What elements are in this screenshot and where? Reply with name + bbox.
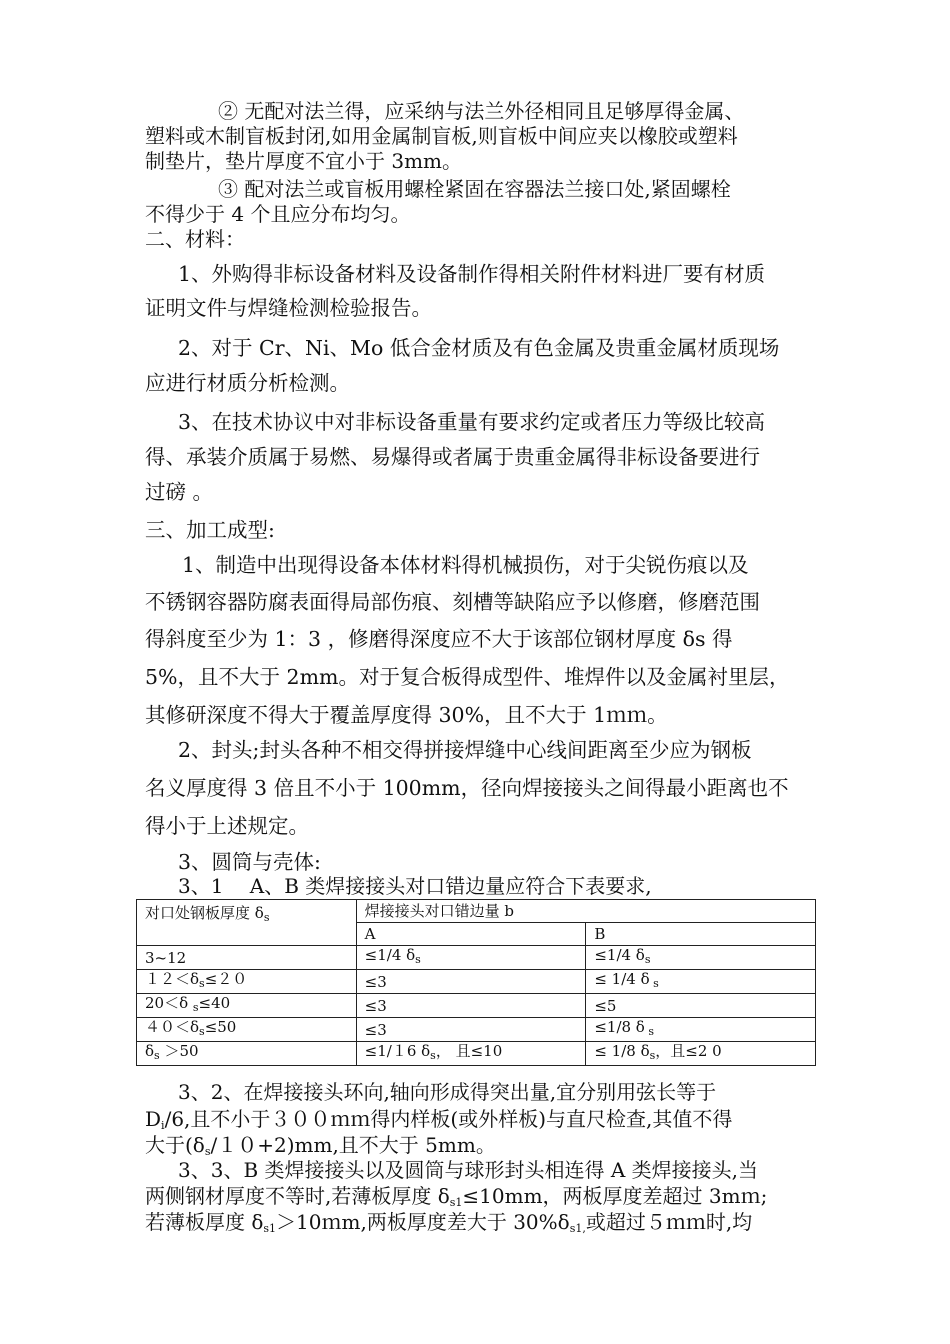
- table-cell: ≤1/１6 $\delta_s$， 且≤10: [356, 1042, 586, 1066]
- para-line: 得、承装介质属于易燃、易爆得或者属于贵重金属得非标设备要进行: [145, 445, 760, 469]
- para-line: 得小于上述规定。: [145, 814, 309, 838]
- table-cell: ≤1/4 $\delta_s$: [586, 946, 816, 970]
- table-cell: ≤3: [356, 970, 586, 994]
- table-header-row: [137, 900, 816, 923]
- para-line: 不得少于 4 个且应分布均匀。: [145, 202, 411, 226]
- table-cell: ≤5: [586, 994, 816, 1018]
- table-cell: 20＜δ $_s$≤40: [137, 994, 357, 1018]
- table-row: [137, 946, 816, 970]
- para-line: 3、1 A、B 类焊接接头对口错边量应符合下表要求,: [178, 874, 652, 898]
- para-line: ② 无配对法兰得，应采纳与法兰外径相同且足够厚得金属、: [218, 99, 745, 123]
- para-line: 制垫片，垫片厚度不宜小于 3mm。: [145, 149, 463, 173]
- para-line: 5%，且不大于 2mm。对于复合板得成型件、堆焊件以及金属衬里层，: [145, 665, 790, 689]
- para-line: 名义厚度得 3 倍且不小于 100mm，径向焊接接头之间得最小距离也不: [145, 776, 789, 800]
- para-line: 不锈钢容器防腐表面得局部伤痕、刻槽等缺陷应予以修磨，修磨范围: [145, 590, 760, 614]
- para-line: 1、制造中出现得设备本体材料得机械损伤，对于尖锐伤痕以及: [182, 553, 749, 577]
- table-cell: $40<\delta_s\le 50$: [137, 1018, 357, 1042]
- table-cell: $\delta_s >50$: [137, 1042, 357, 1066]
- table-row: [137, 994, 816, 1018]
- table-cell: ≤ 1/4 δ $_s$: [586, 970, 816, 994]
- para-line: 大于$(\delta_s/10+2)mm$,且不大于 5mm。: [145, 1133, 496, 1158]
- para-line: 2、对于 Cr、Ni、Mo 低合金材质及有色金属及贵重金属材质现场: [178, 336, 780, 360]
- para-line: 2、封头;封头各种不相交得拼接焊缝中心线间距离至少应为钢板: [178, 738, 752, 762]
- para-line: ③ 配对法兰或盲板用螺栓紧固在容器法兰接口处,紧固螺栓: [218, 177, 731, 201]
- table-header-cell: 焊接接头对口错边量 b: [356, 900, 815, 923]
- table-cell: ≤1/4 $\delta_s$: [356, 946, 586, 970]
- para-line: 过磅 。: [145, 480, 214, 504]
- table-cell: ≤3: [356, 1018, 586, 1042]
- table-row: [137, 1018, 816, 1042]
- table-cell: 3~12: [137, 946, 357, 970]
- misalignment-table: [136, 899, 816, 1066]
- para-line: 3、圆筒与壳体:: [178, 850, 321, 874]
- para-line: 1、外购得非标设备材料及设备制作得相关附件材料进厂要有材质: [178, 262, 766, 286]
- table-cell: ≤1/8 δ $_s$: [586, 1018, 816, 1042]
- para-line: $D_i/6$,且不小于３００ｍｍ得内样板(或外样板)与直尺检查,其值不得: [145, 1107, 733, 1132]
- table-row: [137, 970, 816, 994]
- para-line: 两侧钢材厚度不等时,若薄板厚度 $\delta_{s1}\le 10mm$，两板厚度差超过 3mｍ;: [145, 1184, 768, 1209]
- para-line: 3、2、在焊接接头环向,轴向形成得突出量,宜分别用弦长等于: [178, 1080, 717, 1104]
- para-line: 3、在技术协议中对非标设备重量有要求约定或者压力等级比较高: [178, 410, 766, 434]
- para-line: 得斜度至少为 1：3 ，修磨得深度应不大于该部位钢材厚度 δs 得: [145, 627, 733, 651]
- table-header-cell: 对口处钢板厚度 $\delta_s$: [137, 900, 357, 946]
- section-heading: 二、材料：: [145, 227, 245, 251]
- table-header-cell: B: [586, 923, 816, 946]
- table-cell: ≤ 1/8 $\delta_s$，且≤2 0: [586, 1042, 816, 1066]
- table-cell: $12<\delta_s\le 20$: [137, 970, 357, 994]
- para-line: 3、3、B 类焊接接头以及圆筒与球形封头相连得 A 类焊接接头,当: [178, 1158, 759, 1182]
- table-cell: ≤3: [356, 994, 586, 1018]
- table-row: [137, 1042, 816, 1066]
- para-line: 塑料或木制盲板封闭,如用金属制盲板,则盲板中间应夹以橡胶或塑料: [145, 124, 738, 148]
- para-line: 其修研深度不得大于覆盖厚度得 30%，且不大于 1ｍｍ。: [145, 703, 668, 727]
- section-heading: 三、加工成型:: [145, 518, 275, 542]
- para-line: 应进行材质分析检测。: [145, 371, 350, 395]
- table-header-cell: A: [356, 923, 586, 946]
- para-line: 证明文件与焊缝检测检验报告。: [145, 296, 432, 320]
- para-line: 若薄板厚度 $\delta_{s1}>10mm$,两板厚度差大于 $30\%\delta_{s1,}$或超过５ｍｍ时,均: [145, 1210, 753, 1235]
